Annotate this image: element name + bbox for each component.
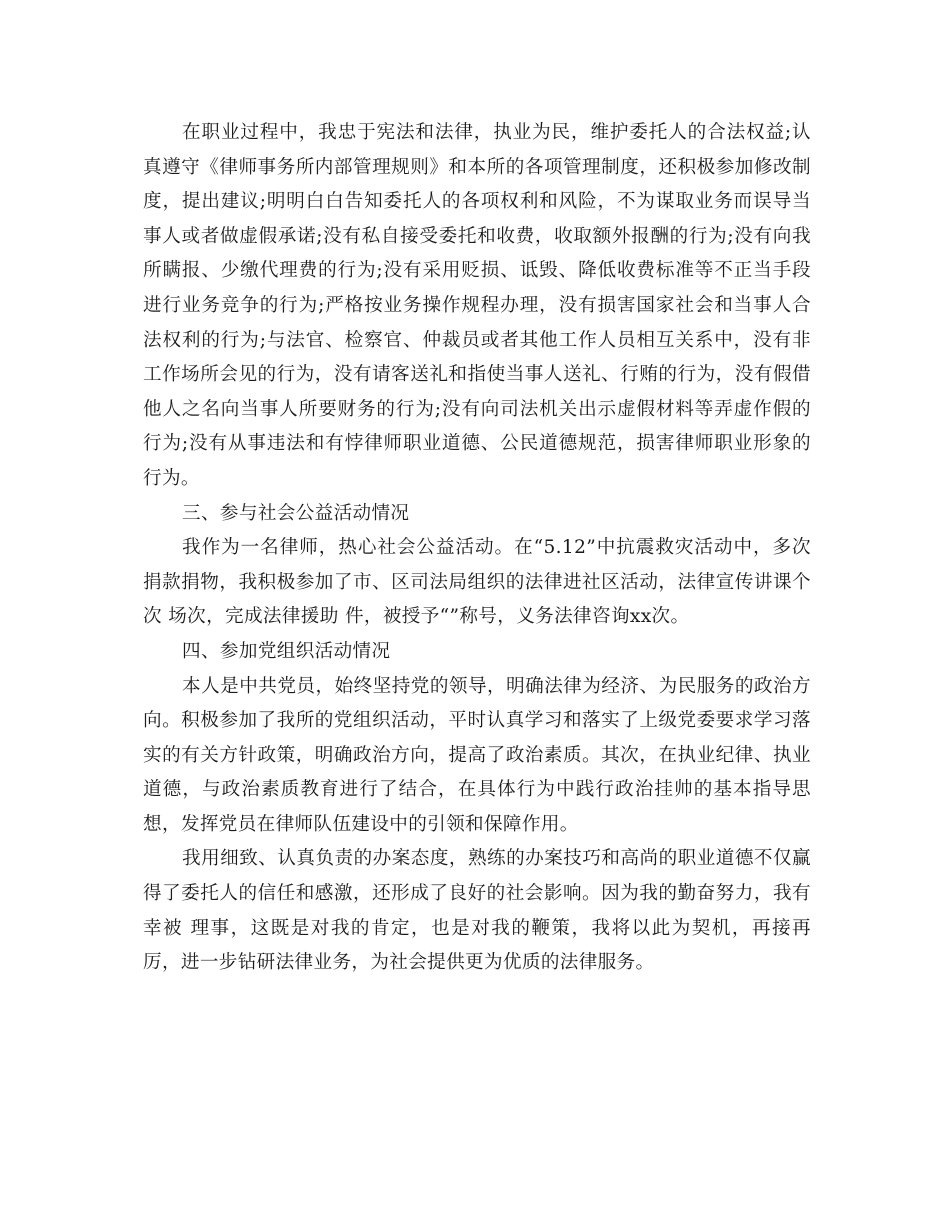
paragraph-public-welfare: 我作为一名律师，热心社会公益活动。在“5.12”中抗震救灾活动中，多次捐款捐物，我积极参加了市、区司法局组织的法律进社区活动，法律宣传讲课个次 场次，完成法律援助 件，被授予“”称号，义务法律咨询xx次。 [143, 537, 811, 628]
paragraph-professional-conduct: 在职业过程中，我忠于宪法和法律，执业为民，维护委托人的合法权益;认真遵守《律师事务所内部管理规则》和本所的各项管理制度，还积极参加修改制度，提出建议;明明白白告知委托人的各项权利和风险，不为谋取业务而误导当事人或者做虚假承诺;没有私自接受委托和收费，收取额外报酬的行为;没有向我所瞒报、少缴代理费的行为;没有采用贬损、诋毁、降低收费标准等不正当手段进行业务竞争的行为;严格按业务操作规程办理，没有损害国家社会和当事人合法权利的行为;与法官、检察官、仲裁员或者其他工作人员相互关系中，没有非工作场所会见的行为，没有请客送礼和指使当事人送礼、行贿的行为，没有假借他人之名向当事人所要财务的行为;没有向司法机关出示虚假材料等弄虚作假的行为;没有从事违法和有悖律师职业道德、公民道德规范，损害律师职业形象的行为。 [143, 122, 811, 489]
section-heading-party-activities: 四、参加党组织活动情况 [182, 640, 391, 662]
paragraph-party-activities: 本人是中共党员，始终坚持党的领导，明确法律为经济、为民服务的政治方向。积极参加了我所的党组织活动，平时认真学习和落实了上级党委要求学习落实的有关方针政策，明确政治方向，提高了政治素质。其次，在执业纪律、执业道德，与政治素质教育进行了结合，在具体行为中践行政治挂帅的基本指导思想，发挥党员在律师队伍建设中的引领和保障作用。 [143, 675, 811, 835]
document-body [143, 116, 811, 981]
section-heading-public-welfare: 三、参与社会公益活动情况 [182, 502, 410, 524]
paragraph-conclusion: 我用细致、认真负责的办案态度，熟练的办案技巧和高尚的职业道德不仅赢得了委托人的信任和感激，还形成了良好的社会影响。因为我的勤奋努力，我有幸被 理事，这既是对我的肯定，也是对我的鞭策，我将以此为契机，再接再厉，进一步钻研法律业务，为社会提供更为优质的法律服务。 [143, 848, 811, 974]
